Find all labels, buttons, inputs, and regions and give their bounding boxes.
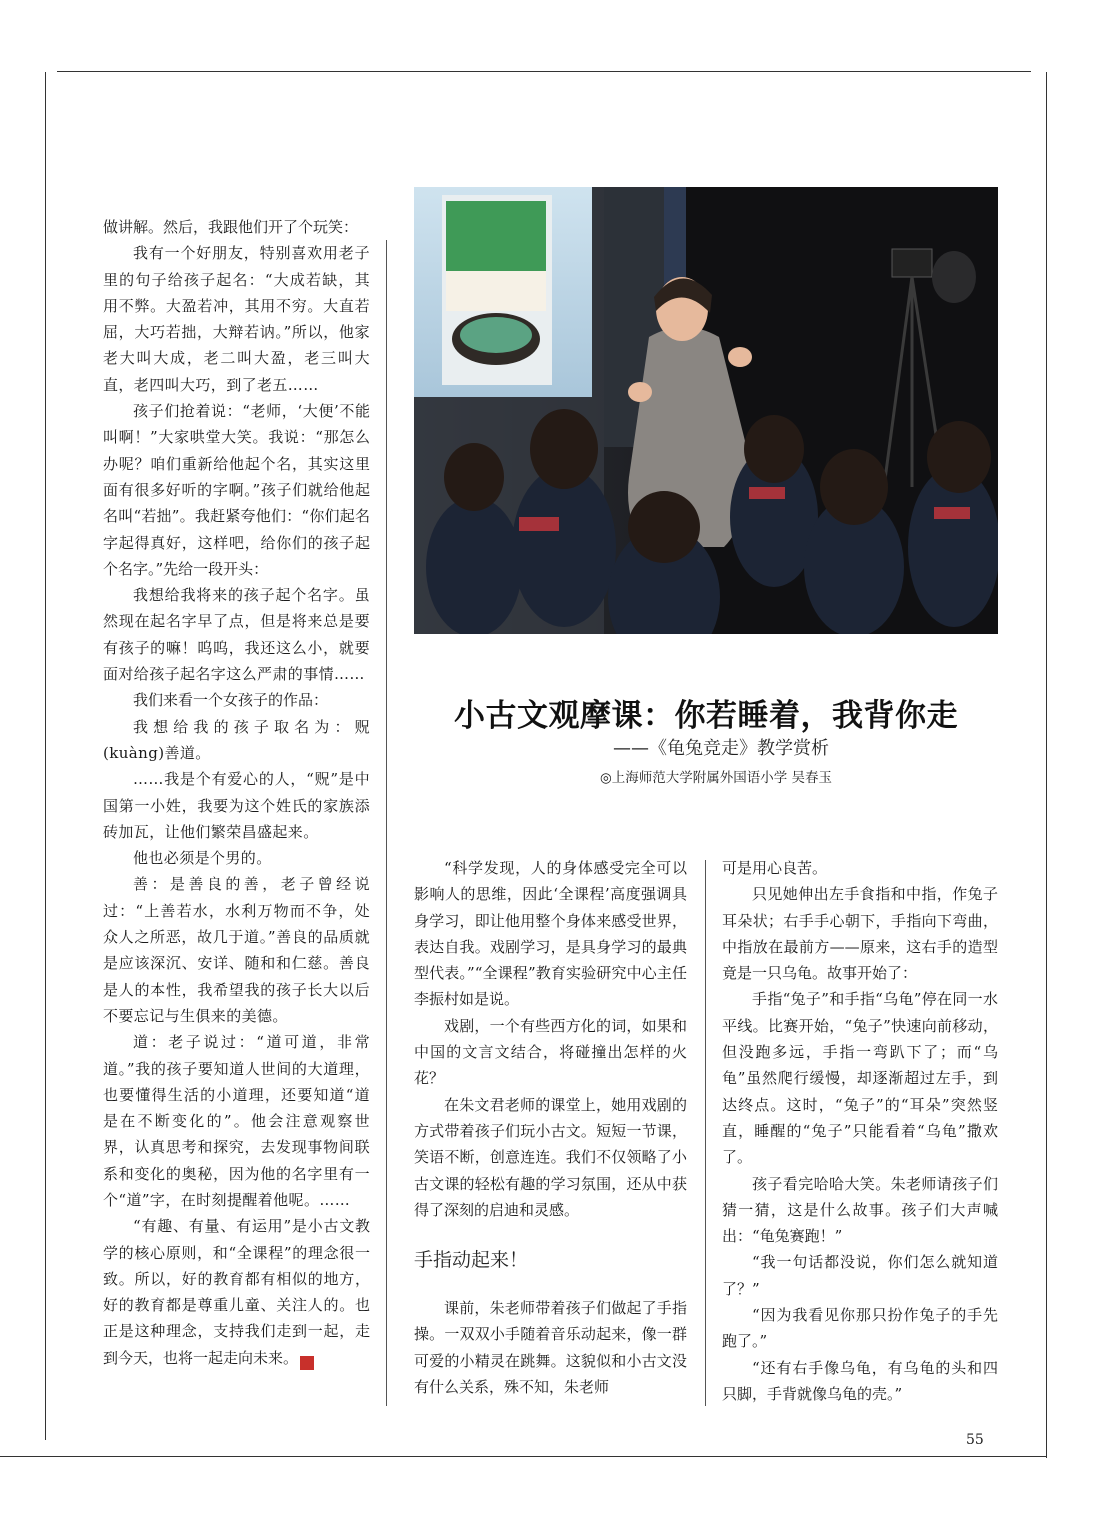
paragraph: 孩子们抢着说：“老师，‘大便’不能叫啊！”大家哄堂大笑。我说：“那怎么办呢？咱们重新给他起个名，其实这里面有很多好听的字啊。”孩子们就给他起名叫“若拙”。我赶紧夸他们：“你们起名字起得真好，这样吧，给你们的孩子起个名字。”先给一段开头： bbox=[103, 402, 370, 578]
right-column bbox=[722, 855, 998, 1407]
paragraph: “因为我看见你那只扮作兔子的手先跑了。” bbox=[722, 1306, 998, 1351]
quote-paragraph: 我想给我将来的孩子起个名字。虽然现在起名字早了点，但是将来总是要有孩子的嘛！呜呜，我还这么小，就要面对给孩子起名字这么严肃的事情…… bbox=[103, 586, 370, 684]
right-rule bbox=[1046, 72, 1047, 1458]
article-title: 小古文观摩课：你若睡着，我背你走 bbox=[454, 698, 958, 734]
paragraph: 做讲解。然后，我跟他们开了个玩笑： bbox=[103, 218, 359, 236]
quote-paragraph: ……我是个有爱心的人，“贶”是中国第一小姓，我要为这个姓氏的家族添砖加瓦，让他们繁荣昌盛起来。 bbox=[103, 770, 370, 841]
paragraph: “科学发现，人的身体感受完全可以影响人的思维，因此‘全课程’高度强调具身学习，即让他用整个身体来感受世界，表达自我。戏剧学习，是具身学习的最典型代表。”“全课程”教育实验研究中心主任李振村如是说。 bbox=[414, 859, 687, 1009]
quote-paragraph: 我有一个好朋友，特别喜欢用老子里的句子给孩子起名：“大成若缺，其用不弊。大盈若冲，其用不穷。大直若屈，大巧若拙，大辩若讷。”所以，他家老大叫大成，老二叫大盈，老三叫大直，老四叫大巧，到了老五…… bbox=[103, 244, 370, 394]
paragraph: 只见她伸出左手食指和中指，作兔子耳朵状；右手手心朝下，手指向下弯曲，中指放在最前方——原来，这右手的造型竟是一只乌龟。故事开始了： bbox=[722, 885, 998, 983]
top-rule bbox=[57, 71, 1031, 72]
left-rule bbox=[45, 72, 46, 1440]
left-column bbox=[103, 214, 370, 1371]
article-subtitle: ——《龟兔竞走》教学赏析 bbox=[613, 738, 829, 759]
classroom-photo bbox=[414, 187, 998, 634]
paragraph bbox=[103, 1213, 370, 1371]
quote-paragraph: 他也必须是个男的。 bbox=[133, 849, 272, 868]
paragraph: 我们来看一个女孩子的作品： bbox=[133, 691, 329, 710]
column-divider bbox=[705, 860, 706, 1406]
paragraph: 戏剧，一个有些西方化的词，如果和中国的文言文结合，将碰撞出怎样的火花？ bbox=[414, 1016, 687, 1088]
paragraph: 孩子看完哈哈大笑。朱老师请孩子们猜一猜，这是什么故事。孩子们大声喊出：“龟兔赛跑！” bbox=[722, 1174, 998, 1246]
paragraph: 在朱文君老师的课堂上，她用戏剧的方式带着孩子们玩小古文。短短一节课，笑语不断，创意连连。我们不仅领略了小古文课的轻松有趣的学习氛围，还从中获得了深刻的启迪和灵感。 bbox=[414, 1095, 687, 1219]
paragraph: “还有右手像乌龟，有乌龟的头和四只脚，手背就像乌龟的壳。” bbox=[722, 1358, 998, 1403]
paragraph: 课前，朱老师带着孩子们做起了手指操。一双双小手随着音乐动起来，像一群可爱的小精灵在跳舞。这貌似和小古文没有什么关系，殊不知，朱老师 bbox=[414, 1299, 687, 1397]
middle-column bbox=[414, 855, 687, 1400]
paragraph: “我一句话都没说，你们怎么就知道了？” bbox=[722, 1253, 998, 1298]
paragraph: 可是用心良苦。 bbox=[722, 859, 828, 877]
end-seal-icon: 家 bbox=[300, 1356, 314, 1370]
paragraph-text: “有趣、有量、有运用”是小古文教学的核心原则，和“全课程”的理念很一致。所以，好的教育都有相似的地方，好的教育都是尊重儿童、关注人的。也正是这种理念，支持我们走到一起，走到今天，也将一起走向未来。 bbox=[103, 1217, 370, 1367]
paragraph: 手指“兔子”和手指“乌龟”停在同一水平线。比赛开始，“兔子”快速向前移动，但没跑多远，手指一弯趴下了；而“乌龟”虽然爬行缓慢，却逐渐超过左手，到达终点。这时，“兔子”的“耳朵”突然竖直，睡醒的“兔子”只能看着“乌龟”撒欢了。 bbox=[722, 990, 998, 1167]
quote-paragraph: 善：是善良的善，老子曾经说过：“上善若水，水利万物而不争，处众人之所恶，故几于道。”善良的品质就是应该深沉、安详、随和和仁慈。善良是人的本性，我希望我的孩子长大以后不要忘记与生俱来的美德。 bbox=[103, 875, 370, 1025]
article-author: ◎上海师范大学附属外国语小学 吴春玉 bbox=[599, 770, 833, 786]
column-divider bbox=[386, 240, 387, 1406]
quote-paragraph: 我想给我的孩子取名为：贶(kuàng)善道。 bbox=[103, 717, 370, 762]
bottom-rule bbox=[0, 1456, 1047, 1457]
quote-paragraph: 道：老子说过：“道可道，非常道。”我的孩子要知道人世间的大道理，也要懂得生活的小道理，还要知道“道是在不断变化的”。他会注意观察世界，认真思考和探究，去发现事物间联系和变化的奥秘，因为他的名字里有一个“道”字，在时刻提醒着他呢。…… bbox=[103, 1033, 370, 1209]
page-number: 55 bbox=[966, 1432, 984, 1448]
classroom-photo-illustration bbox=[414, 187, 998, 634]
section-heading: 手指动起来！ bbox=[414, 1249, 529, 1272]
